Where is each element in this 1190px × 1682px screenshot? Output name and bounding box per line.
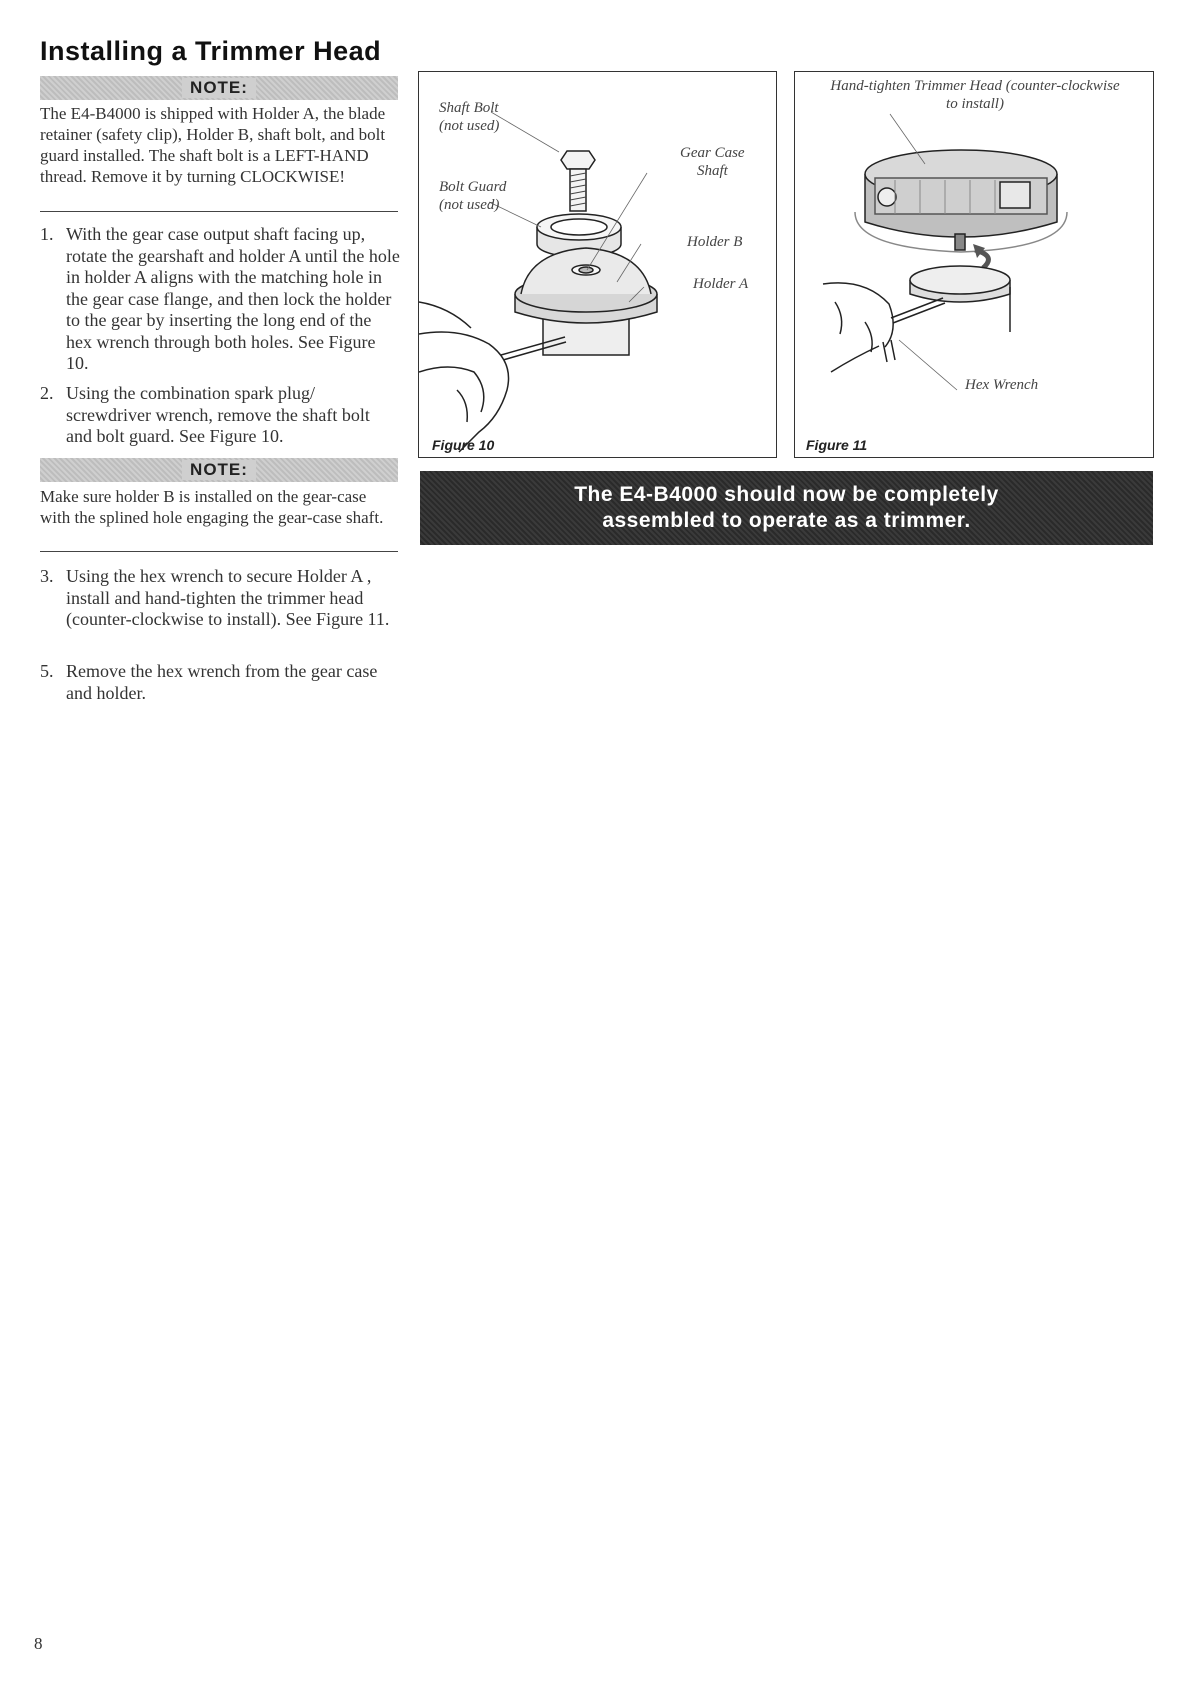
callout-shaft: Shaft [697, 163, 728, 179]
divider [40, 551, 398, 552]
gear-case [515, 248, 657, 355]
note-text-2: Make sure holder B is installed on the gear-case with the splined hole engaging the gear-case shaft. [40, 487, 384, 527]
figure-11 [794, 71, 1154, 458]
callout-shaft-bolt: Shaft Bolt [439, 100, 499, 116]
callout-hex-wrench: Hex Wrench [965, 377, 1039, 393]
step-text: With the gear case output shaft facing up, rotate the gearshaft and holder A until the hole in holder A aligns with the matching hole in the gear case flange, and then lock the holder to the gear by inserting the long end of the hex wrench through both holes. See Figure 10. [66, 224, 400, 373]
callout-gear-case: Gear Case [680, 145, 745, 161]
completion-banner-text: The E4-B4000 should now be completely assembled to operate as a trimmer. [574, 483, 999, 532]
page-number: 8 [34, 1634, 43, 1653]
step-text: Using the hex wrench to secure Holder A , install and hand-tighten the trimmer head (counter-clockwise to install). See Figure 11. [66, 566, 390, 629]
note-header-2 [40, 458, 398, 482]
callout-holder-a: Holder A [693, 276, 749, 292]
bolt-head [561, 151, 595, 169]
step-number: 3. [40, 566, 54, 586]
page-title: Installing a Trimmer Head [40, 36, 382, 66]
step-1 [40, 224, 400, 375]
figure-11-illustration [795, 72, 1153, 457]
step-number: 1. [40, 224, 54, 244]
step-text: Remove the hex wrench from the gear case and holder. [66, 661, 378, 703]
step-2 [40, 383, 400, 448]
step-5 [40, 661, 400, 704]
callout-bolt-guard-note: (not used) [439, 197, 500, 213]
figure-10-label: Figure 10 [432, 437, 495, 453]
completion-banner [420, 471, 1153, 545]
step-text: Using the combination spark plug/ screwdriver wrench, remove the shaft bolt and bolt guard. See Figure 10. [66, 383, 370, 446]
step-number: 5. [40, 661, 54, 681]
holder-a [910, 266, 1010, 332]
callout-hand-tighten: Hand-tighten Trimmer Head (counter-clockwise to install) [830, 78, 1120, 112]
callout-bolt-guard: Bolt Guard [439, 179, 507, 195]
step-number: 2. [40, 383, 54, 403]
callout-shaft-bolt-note: (not used) [439, 118, 500, 134]
step-3 [40, 566, 400, 631]
note-text-1: The E4-B4000 is shipped with Holder A, the blade retainer (safety clip), Holder B, shaft bolt, and bolt guard installed. The shaft bolt is a LEFT-HAND thread. Remove it by turning CLOCKWISE! [40, 104, 386, 186]
note-header-1 [40, 76, 398, 100]
divider [40, 211, 398, 212]
figure-11-label: Figure 11 [806, 437, 868, 453]
figure-10 [418, 71, 777, 458]
note-label-2: NOTE: [182, 460, 256, 480]
callout-holder-b: Holder B [687, 234, 743, 250]
note-label-1: NOTE: [182, 78, 256, 98]
